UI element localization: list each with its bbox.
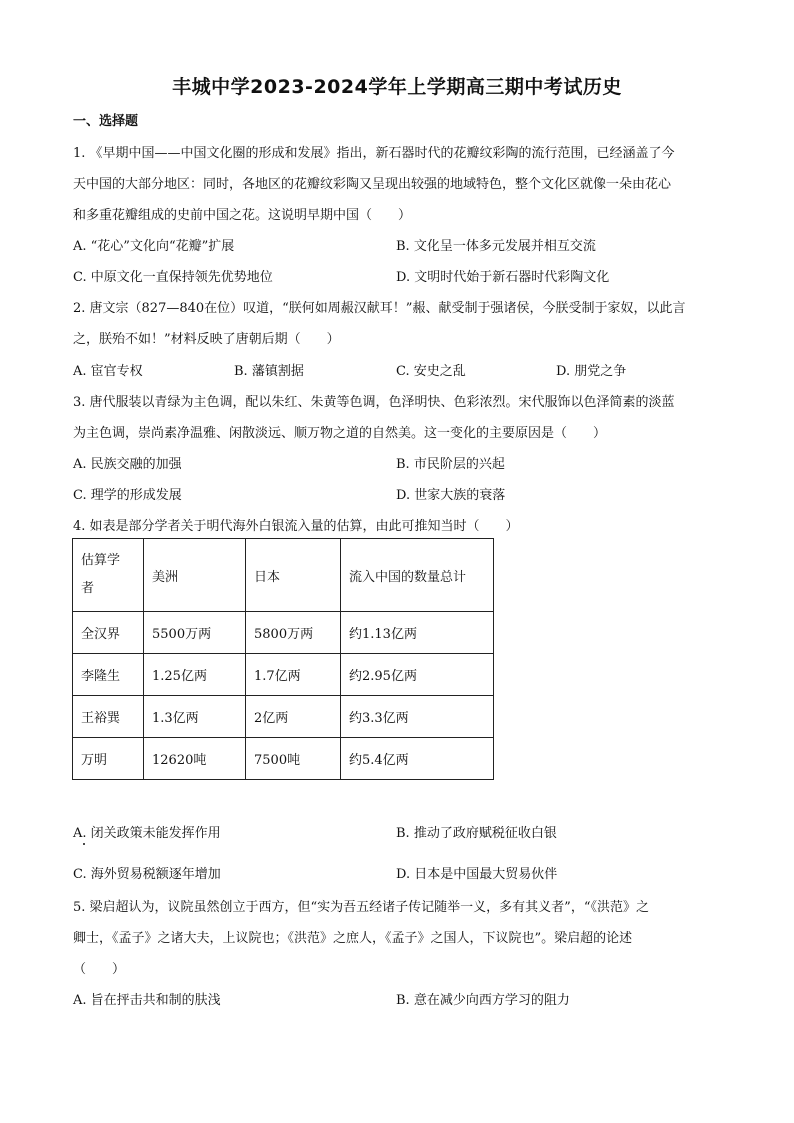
silver-estimate-table: [72, 538, 494, 780]
table-row: [73, 738, 494, 780]
q2-option-a: A. 宦官专权: [73, 364, 143, 379]
q1-line-3: 和多重花瓣组成的史前中国之花。这说明早期中国（ ）: [73, 208, 412, 223]
q3-option-b: B. 市民阶层的兴起: [396, 457, 505, 472]
table-header-cell: 流入中国的数量总计: [341, 539, 494, 612]
q4-option-a: A. 闭关政策未能发挥作用: [73, 826, 221, 841]
table-cell: 王裕巽: [73, 696, 144, 738]
table-cell: 约5.4亿两: [341, 738, 494, 780]
table-cell: 全汉界: [73, 612, 144, 654]
q2-option-b: B. 藩镇割据: [234, 364, 304, 379]
table-cell: 约2.95亿两: [341, 654, 494, 696]
q1-option-b: B. 文化呈一体多元发展并相互交流: [396, 239, 596, 254]
exam-title: 丰城中学2023-2024学年上学期高三期中考试历史: [172, 76, 622, 98]
q3-line-1: 3. 唐代服装以青绿为主色调，配以朱红、朱黄等色调，色泽明快、色彩浓烈。宋代服饰以色泽简素的淡蓝: [73, 395, 675, 410]
q2-line-2: 之，朕殆不如！”材料反映了唐朝后期（ ）: [73, 332, 340, 347]
q2-option-d: D. 朋党之争: [556, 364, 627, 379]
q5-option-b: B. 意在减少向西方学习的阻力: [396, 993, 570, 1008]
q1-option-d: D. 文明时代始于新石器时代彩陶文化: [396, 270, 610, 285]
table-row: [73, 612, 494, 654]
q5-line-2: 卿士，《孟子》之诸大夫，上议院也；《洪范》之庶人，《孟子》之国人，下议院也”。梁启超的论述: [73, 931, 633, 946]
q5-line-1: 5. 梁启超认为，议院虽然创立于西方，但“实为吾五经诸子传记随举一义，多有其义者”，“《洪范》之: [73, 900, 649, 915]
q1-line-2: 天中国的大部分地区：同时，各地区的花瓣纹彩陶又呈现出较强的地域特色，整个文化区就像一朵由花心: [73, 177, 672, 192]
header-estimator-line-2: 者: [81, 581, 95, 596]
stray-dot: [83, 843, 85, 845]
section-heading: 一、选择题: [73, 114, 139, 129]
table-cell: 万明: [73, 738, 144, 780]
q3-option-a: A. 民族交融的加强: [73, 457, 182, 472]
q3-option-c: C. 理学的形成发展: [73, 488, 182, 503]
table-cell: 1.25亿两: [144, 654, 246, 696]
table-cell: 1.7亿两: [246, 654, 341, 696]
q5-option-a: A. 旨在抨击共和制的肤浅: [73, 993, 221, 1008]
table-cell: 约1.13亿两: [341, 612, 494, 654]
table-cell: 约3.3亿两: [341, 696, 494, 738]
table-header-cell: [73, 539, 144, 612]
table-cell: 李隆生: [73, 654, 144, 696]
table-cell: 5800万两: [246, 612, 341, 654]
table-cell: 2亿两: [246, 696, 341, 738]
table-row: [73, 654, 494, 696]
table-cell: 5500万两: [144, 612, 246, 654]
q4-option-d: D. 日本是中国最大贸易伙伴: [396, 867, 558, 882]
table-header-row: [73, 539, 494, 612]
q1-option-a: A. “花心”文化向“花瓣”扩展: [73, 239, 235, 254]
header-estimator-line-1: 估算学: [81, 553, 121, 568]
q2-option-c: C. 安史之乱: [396, 364, 466, 379]
q1-line-1: 1. 《早期中国——中国文化圈的形成和发展》指出，新石器时代的花瓣纹彩陶的流行范围，已经涵盖了今: [73, 146, 675, 161]
table-cell: 1.3亿两: [144, 696, 246, 738]
q4-line-1: 4. 如表是部分学者关于明代海外白银流入量的估算，由此可推知当时（ ）: [73, 519, 519, 534]
table-cell: 7500吨: [246, 738, 341, 780]
q3-option-d: D. 世家大族的衰落: [396, 488, 506, 503]
q4-option-b: B. 推动了政府赋税征收白银: [396, 826, 557, 841]
table-row: [73, 696, 494, 738]
table-cell: 12620吨: [144, 738, 246, 780]
q1-option-c: C. 中原文化一直保持领先优势地位: [73, 270, 273, 285]
q5-line-3: （ ）: [73, 962, 126, 977]
q3-line-2: 为主色调，崇尚素净温雅、闲散淡远、顺万物之道的自然美。这一变化的主要原因是（ ）: [73, 426, 607, 441]
table-header-cell: 日本: [246, 539, 341, 612]
q4-option-c: C. 海外贸易税额逐年增加: [73, 867, 221, 882]
q2-line-1: 2. 唐文宗（827—840在位）叹道，“朕何如周赧汉献耳！”赧、献受制于强诸侯，今朕受制于家奴，以此言: [73, 301, 686, 316]
table-header-cell: 美洲: [144, 539, 246, 612]
